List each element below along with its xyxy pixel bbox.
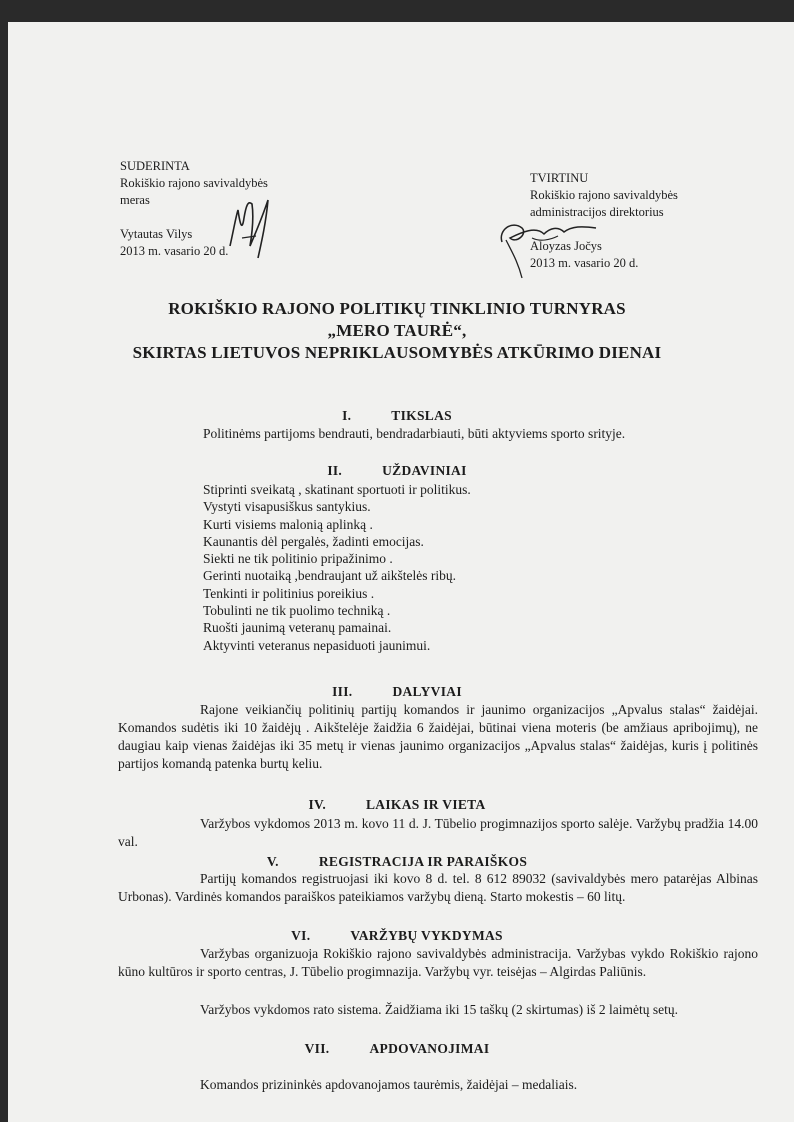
section-5-paragraph: Partijų komandos registruojasi iki kovo 8 d. tel. 8 612 89032 (savivaldybės mero patarėjas Albinas Urbonas). Vardinės komandos paraiškos pateikiamos varžybų dieną. Starto mokestis – 60 litų. xyxy=(118,871,758,904)
title-line-1: ROKIŠKIO RAJONO POLITIKŲ TINKLINIO TURNYRAS xyxy=(168,299,626,318)
list-item: Siekti ne tik politinio pripažinimo . xyxy=(203,551,393,567)
list-item: Kurti visiems malonią aplinką . xyxy=(203,516,373,532)
section-5-text xyxy=(118,870,758,906)
section-3-title: DALYVIAI xyxy=(392,684,462,699)
list-item: Tenkinti ir politinius poreikius . xyxy=(203,585,375,601)
section-4-heading xyxy=(0,796,794,814)
list-item: Aktyvinti veteranus nepasiduoti jaunimui. xyxy=(203,637,431,653)
list-item: Kaunantis dėl pergalės, žadinti emocijas. xyxy=(203,533,424,549)
director-signature xyxy=(492,212,602,282)
list-item: Tobulinti ne tik puolimo techniką . xyxy=(203,603,391,619)
list-item: Gerinti nuotaiką ,bendraujant už aikštelės ribų. xyxy=(203,568,457,584)
section-1-title: TIKSLAS xyxy=(391,408,452,423)
section-4-text xyxy=(118,815,758,851)
section-2-heading xyxy=(0,462,794,480)
section-1-number: I. xyxy=(342,408,352,423)
section-7-text: Komandos prizininkės apdovanojamos taurėmis, žaidėjai – medaliais. xyxy=(200,1077,578,1092)
tasks-list xyxy=(203,481,471,654)
document-title xyxy=(0,298,794,364)
section-5-title: REGISTRACIJA IR PARAIŠKOS xyxy=(318,854,528,869)
section-6-number: VI. xyxy=(291,928,311,943)
approval-right-label: TVIRTINU xyxy=(530,171,589,185)
section-3-heading xyxy=(0,683,794,701)
mayor-signature xyxy=(222,188,282,268)
section-4-number: IV. xyxy=(308,797,326,812)
title-line-2: „MERO TAURĖ“, xyxy=(327,321,467,340)
section-1-heading xyxy=(0,407,794,425)
section-5-number: V. xyxy=(266,854,279,869)
section-6-text-2 xyxy=(118,1001,758,1019)
section-2-title: UŽDAVINIAI xyxy=(382,463,467,478)
section-6-paragraph-2: Varžybos vykdomos rato sistema. Žaidžiama iki 15 taškų (2 skirtumas) iš 2 laimėtų setų. xyxy=(200,1002,679,1017)
section-3-paragraph: Rajone veikiančių politinių partijų komandos ir jaunimo organizacijos „Apvalus stalas“ žaidėjai. Komandos sudėtis iki 10 žaidėjų . Aikštelėje žaidžia 6 žaidėjai, būtinai viena moteris (be amžiaus apribojimų), ne daugiau kaip vienas žaidėjas iki 35 metų ir vienas jaunimo organizacijos „Apvalus stalas“ žaidėjas, kuris į politinės partijos komandą patenka burtų keliu. xyxy=(118,702,758,771)
title-line-3: SKIRTAS LIETUVOS NEPRIKLAUSOMYBĖS ATKŪRIMO DIENAI xyxy=(132,343,662,362)
section-6-heading xyxy=(0,927,794,945)
section-6-title: VARŽYBŲ VYKDYMAS xyxy=(350,928,503,943)
approval-left-label: SUDERINTA xyxy=(120,159,190,173)
section-7-title: APDOVANOJIMAI xyxy=(369,1041,490,1056)
section-7-number: VII. xyxy=(304,1041,330,1056)
approval-right-line2: administracijos direktorius xyxy=(530,205,664,219)
approval-left-date: 2013 m. vasario 20 d. xyxy=(120,244,229,258)
approval-left-name: Vytautas Vilys xyxy=(120,227,193,241)
section-4-title: LAIKAS IR VIETA xyxy=(366,797,486,812)
approval-left-line1: Rokiškio rajono savivaldybės xyxy=(120,176,268,190)
approval-right-line1: Rokiškio rajono savivaldybės xyxy=(530,188,678,202)
section-4-paragraph: Varžybos vykdomos 2013 m. kovo 11 d. J. Tūbelio progimnazijos sporto salėje. Varžybų pradžia 14.00 val. xyxy=(118,816,758,849)
section-7-heading xyxy=(0,1040,794,1058)
list-item: Ruošti jaunimą veteranų pamainai. xyxy=(203,620,392,636)
section-6-paragraph-1: Varžybas organizuoja Rokiškio rajono savivaldybės administracija. Varžybas vykdo Rokiškio rajono kūno kultūros ir sporto centras, J. Tūbelio progimnazija. Varžybų vyr. teisėjas – Algirdas Paliūnis. xyxy=(118,946,758,979)
list-item: Vystyti visapusiškus santykius. xyxy=(203,499,371,515)
section-3-number: III. xyxy=(332,684,353,699)
approval-right-name: Aloyzas Jočys xyxy=(530,239,602,253)
approval-right-date: 2013 m. vasario 20 d. xyxy=(530,256,639,270)
approval-left-line2: meras xyxy=(120,193,150,207)
section-3-text xyxy=(118,701,758,773)
section-1-text: Politinėms partijoms bendrauti, bendradarbiauti, būti aktyviems sporto srityje. xyxy=(203,426,626,441)
section-5-heading xyxy=(0,853,794,871)
section-2-number: II. xyxy=(327,463,343,478)
section-6-text-1 xyxy=(118,945,758,981)
list-item: Stiprinti sveikatą , skatinant sportuoti ir politikus. xyxy=(203,482,471,497)
